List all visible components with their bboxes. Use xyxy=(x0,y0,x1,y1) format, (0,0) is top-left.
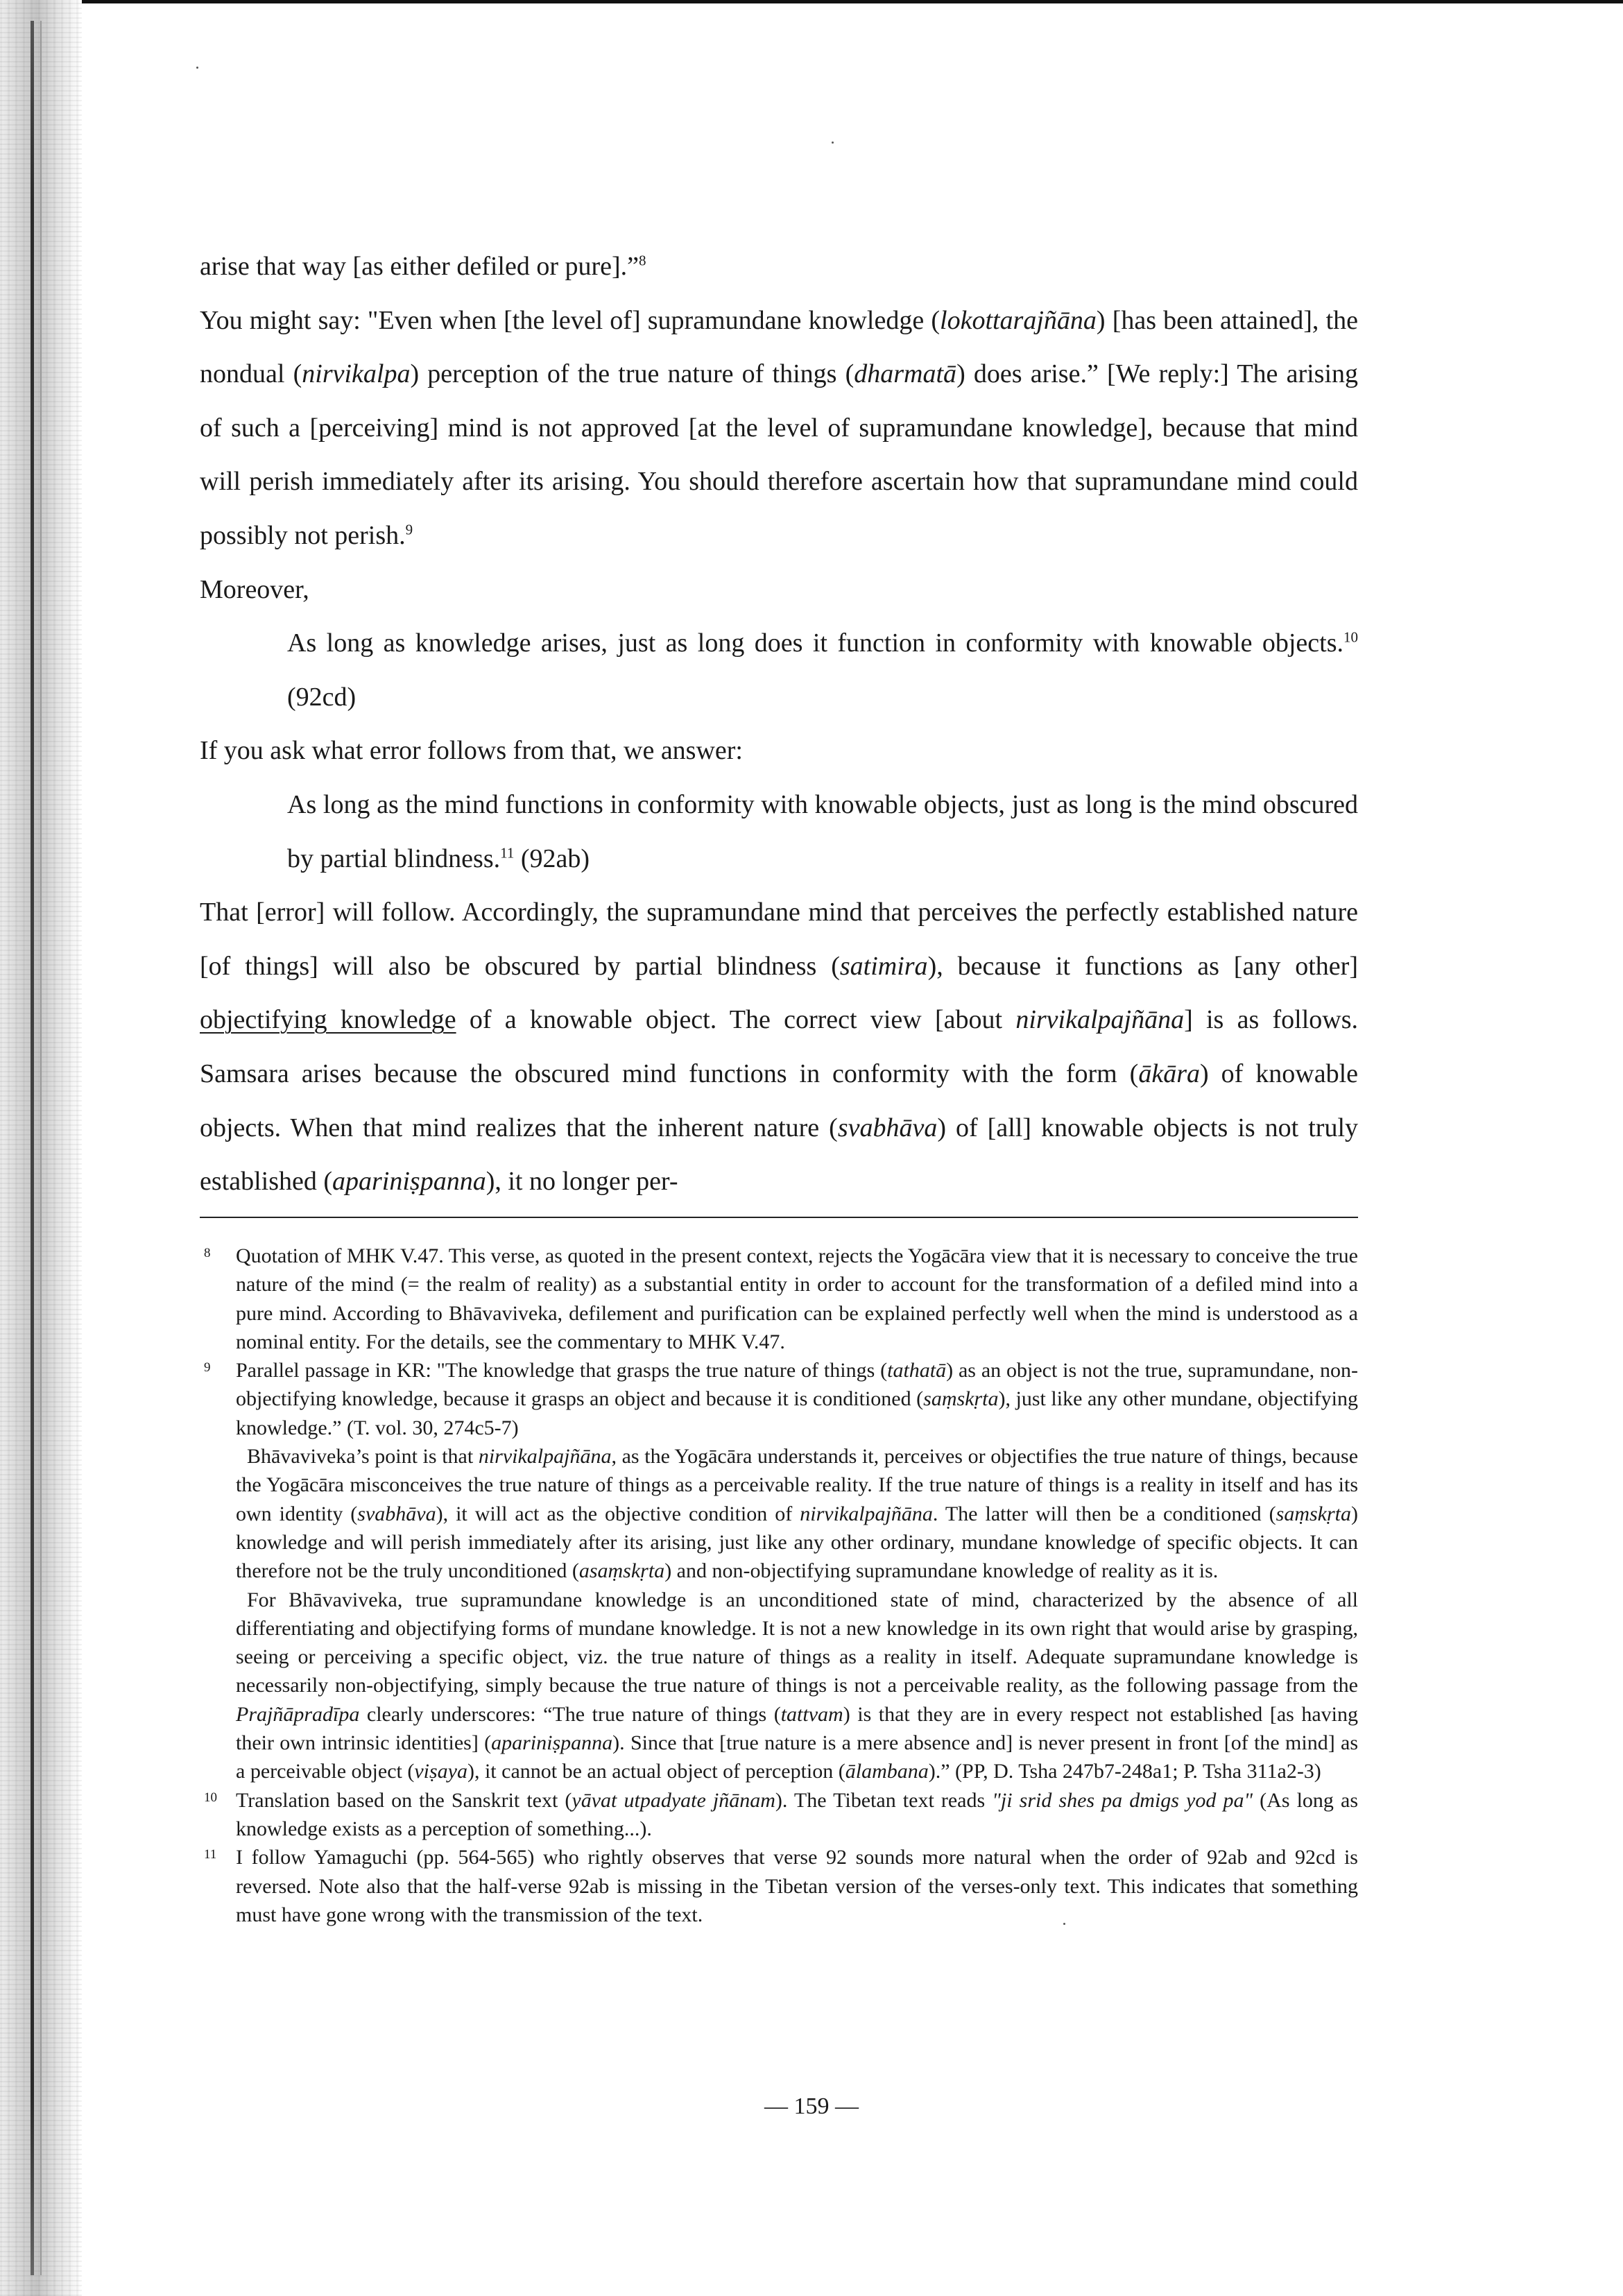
top-scan-edge xyxy=(0,0,1623,3)
scan-speck xyxy=(196,67,198,69)
binding-shadow-line xyxy=(31,21,34,2275)
scanned-binding-edge xyxy=(0,0,82,2296)
footnote-number: 10 xyxy=(204,1790,217,1805)
footnote-ref-11: 11 xyxy=(500,843,515,861)
footnote-9-paragraph-3: For Bhāvaviveka, true supramundane knowledge is an unconditioned state of mind, characterized by the absence of all differentiating and objectifying forms of mundane knowledge. It is not a new knowledge in its own right that would arise by grasping, seeing or perceiving a specific object, viz. the true nature of things as a reality in itself. Adequate supramundane knowledge is necessarily non-objectifying, simply because the true nature of things is not a perceivable reality, as the following passage from the Prajñāpradīpa clearly underscores: “The true nature of things (tattvam) is that they are in every respect not established [as having their own intrinsic identities] (apariniṣpanna). Since that [true nature is a mere absence and] is never present in front [of the mind] as a perceivable object (viṣaya), it cannot be an actual object of perception (ālambana).” (PP, D. Tsha 247b7-248a1; P. Tsha 311a2-3) xyxy=(236,1588,1358,1783)
footnotes xyxy=(200,1242,1358,1929)
paragraph-that-error: That [error] will follow. Accordingly, the supramundane mind that perceives the perfectly established nature [of things] will also be obscured by partial blindness (satimira), because it functions as [any other] objectifying knowledge of a knowable object. The correct view [about nirvikalpajñāna] is as follows. Samsara arises because the obscured mind functions in conformity with the form (ākāra) of knowable objects. When that mind realizes that the inherent nature (svabhāva) of [all] knowable objects is not truly established (apariniṣpanna), it no longer per- xyxy=(200,898,1359,1197)
paragraph-if-you-ask: If you ask what error follows from that, we answer: xyxy=(200,736,743,766)
paragraph-you-might-say: You might say: "Even when [the level of] supramundane knowledge (lokottarajñāna) [has been attained], the nondual (nirvikalpa) perception of the true nature of things (dharmatā) does arise.” [We reply:] The arising of such a [perceiving] mind is not approved [at the level of supramundane knowledge], because that mind will perish immediately after its arising. You should therefore ascertain how that supramundane mind could possibly not perish.$^9$ xyxy=(200,305,1359,550)
handwritten-underline: objectifying knowledge xyxy=(200,1005,456,1035)
verse-quote-92cd: As long as knowledge arises, just as long does it function in conformity with knowable objects.$^{10}$ (92cd) xyxy=(287,628,1358,712)
footnote-ref-9: 9 xyxy=(405,521,413,538)
paragraph-moreover: Moreover, xyxy=(200,574,309,604)
footnote-9: 9 Parallel passage in KR: "The knowledge that grasps the true nature of things (tathatā) as an object is not the true, supramundane, non-objectifying knowledge, because it grasps an object and because it is conditioned (saṃskṛta), just like any other mundane, objectifying knowledge.” (T. vol. 30, 274c5-7) xyxy=(200,1356,1358,1442)
footnote-ref-10: 10 xyxy=(1343,628,1358,646)
binding-shadow-line-thin xyxy=(40,21,42,2275)
footnote-ref-8: 8 xyxy=(639,252,646,269)
verse-quote-92ab: As long as the mind functions in conformity with knowable objects, just as long is the mind obscured by partial blindness.$^{11}$ (92ab) xyxy=(287,789,1358,873)
footnote-8: 8 Quotation of MHK V.47. This verse, as quoted in the present context, rejects the Yogācāra view that it is necessary to conceive the true nature of the mind (= the realm of reality) as a substantial entity in order to account for the transformation of a defiled mind into a pure mind. According to Bhāvaviveka, defilement and purification can be explained perfectly well when the mind is understood as a nominal entity. For the details, see the commentary to MHK V.47. xyxy=(200,1242,1358,1356)
scan-speck xyxy=(832,142,834,144)
page-number: — 159 — xyxy=(764,2093,859,2119)
main-text xyxy=(200,240,1358,1209)
paragraph-arise: arise that way [as either defiled or pure].”$^8$ xyxy=(200,252,646,281)
footnote-number: 11 xyxy=(204,1847,217,1862)
footnote-11: 11 I follow Yamaguchi (pp. 564-565) who rightly observes that verse 92 sounds more natural when the order of 92ab and 92cd is reversed. Note also that the half-verse 92ab is missing in the Tibetan version of the verses-only text. This indicates that something must have gone wrong with the transmission of the text. xyxy=(200,1843,1358,1929)
footnote-9-paragraph-2: Bhāvaviveka’s point is that nirvikalpajñāna, as the Yogācāra understands it, perceives or objectifies the true nature of things, because the Yogācāra misconceives the true nature of things as a perceivable reality. If the true nature of things is a reality in itself and has its own identity (svabhāva), it will act as the objective condition of nirvikalpajñāna. The latter will then be a conditioned (saṃskṛta) knowledge and will perish immediately after its arising, just like any other ordinary, mundane knowledge of specific objects. It can therefore not be the truly unconditioned (asaṃskṛta) and non-objectifying supramundane knowledge of reality as it is. xyxy=(236,1445,1359,1583)
footnote-separator xyxy=(200,1217,1358,1218)
footnote-10: 10 Translation based on the Sanskrit text (yāvat utpadyate jñānam). The Tibetan text reads "ji srid shes pa dmigs yod pa" (As long as knowledge exists as a perception of something...). xyxy=(200,1786,1358,1844)
footnote-number: 8 xyxy=(204,1246,211,1260)
footnote-number: 9 xyxy=(204,1360,211,1376)
